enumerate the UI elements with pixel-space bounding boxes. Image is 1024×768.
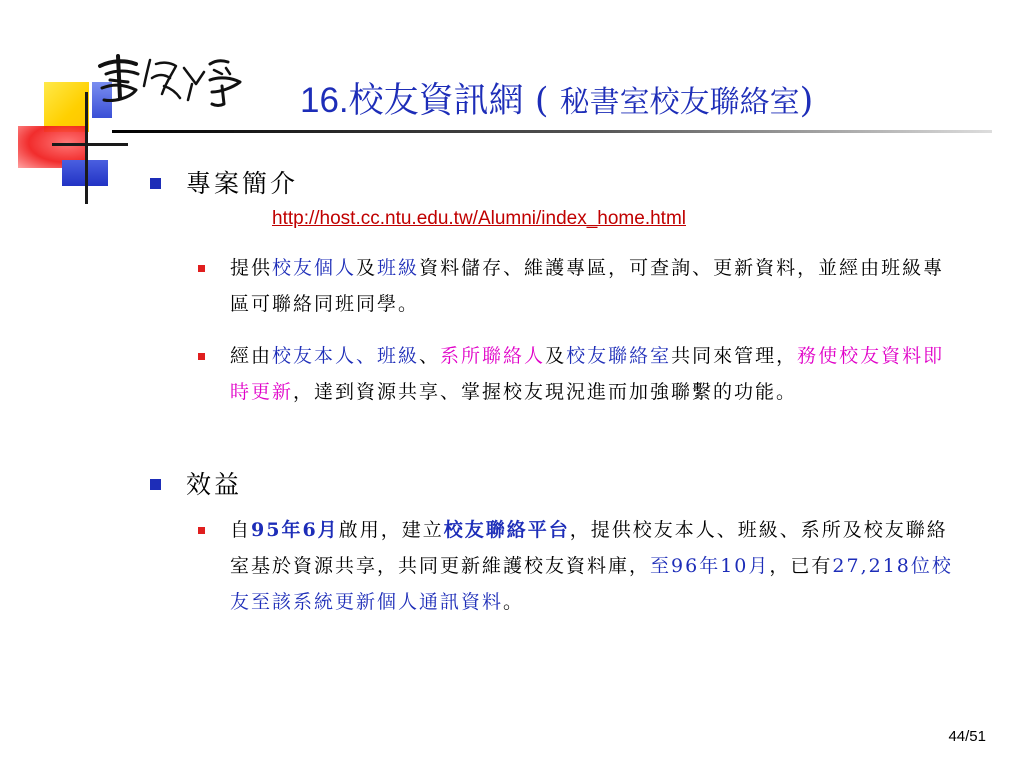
list-item-text — [230, 338, 960, 410]
title-close-paren: ) — [799, 81, 814, 121]
title-subtitle: 秘書室校友聯絡室 — [559, 85, 800, 120]
title-open-paren: ( — [534, 81, 549, 121]
bullet-square-icon — [198, 265, 205, 272]
highlighted-text: 95年6月 — [251, 519, 339, 541]
text-segment: 自 — [230, 519, 252, 541]
highlighted-text: 校友本人、班級 — [272, 345, 420, 367]
list-item — [198, 250, 958, 324]
title-main: 校友資訊網 — [348, 81, 524, 121]
highlighted-text: 系所聯絡人 — [440, 345, 546, 367]
text-segment: 啟用，建立 — [338, 519, 444, 541]
list-item — [198, 338, 958, 448]
text-segment: ，提供校友本人、班級、系所及校友聯絡室基於資源共享，共同更新維護校友資料庫， — [230, 519, 948, 577]
text-segment: 及 — [545, 345, 567, 367]
slide-title — [300, 76, 980, 126]
text-segment: ，達到資源共享、掌握校友現況進而加強聯繫的功能。 — [293, 381, 798, 403]
list-item-text — [230, 250, 960, 322]
title-divider — [112, 130, 992, 133]
highlighted-text: 務使校友資料即時更新 — [230, 345, 945, 403]
decor-vertical-line — [85, 92, 88, 204]
bullet-square-icon — [198, 527, 205, 534]
text-segment: 提供 — [230, 257, 273, 279]
highlighted-text: 校友個人 — [272, 257, 357, 279]
highlighted-text: 班級 — [377, 257, 420, 279]
highlighted-text: 校友聯絡室 — [566, 345, 672, 367]
decor-yellow-block — [44, 82, 89, 132]
text-segment: ，已有 — [769, 555, 833, 577]
text-segment: 共同來管理， — [671, 345, 798, 367]
list-item-text — [230, 512, 960, 620]
text-segment: 、 — [419, 345, 441, 367]
bullet-square-icon — [150, 178, 161, 189]
highlighted-text: 27,218位校友至該系統更新個人通訊資料 — [230, 555, 953, 613]
university-logo — [92, 48, 252, 110]
alumni-site-link[interactable]: http://host.cc.ntu.edu.tw/Alumni/index_home.html — [272, 208, 686, 229]
page-number: 44/51 — [948, 728, 986, 745]
highlighted-text: 校友聯絡平台 — [443, 519, 570, 541]
decor-horizontal-line — [52, 143, 128, 146]
bullet-square-icon — [198, 353, 205, 360]
title-number: 16. — [300, 81, 349, 120]
section-heading-text: 專案簡介 — [186, 169, 299, 198]
list-item — [198, 512, 958, 662]
text-segment: 資料儲存、維護專區，可查詢、更新資料，並經由班級專區可聯絡同班同學。 — [230, 257, 945, 315]
text-segment: 及 — [356, 257, 378, 279]
text-segment: 。 — [503, 591, 525, 613]
text-segment: 經由 — [230, 345, 273, 367]
section-heading-text: 效益 — [186, 470, 243, 499]
highlighted-text: 至96年10月 — [650, 555, 770, 577]
bullet-square-icon — [150, 479, 161, 490]
